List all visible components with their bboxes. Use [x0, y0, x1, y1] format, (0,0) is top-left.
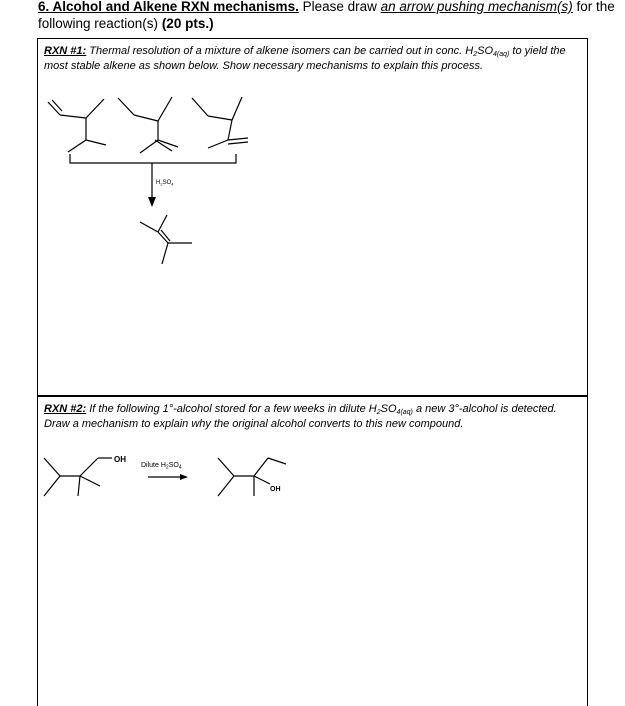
product-hydroxyl: OH [270, 486, 281, 493]
rxn2-text: If the following 1°-alcohol stored for a few weeks in dilute H [86, 403, 377, 415]
alkene-product [140, 215, 192, 264]
rxn2-sub: 4(aq) [396, 409, 413, 416]
rxn2-text: a new 3°-alcohol is detected. Draw a mechanism to explain why the original alcohol converts to this new compound. [44, 403, 557, 430]
alkene-isomer-1 [48, 99, 106, 152]
alkene-isomer-3 [192, 97, 248, 148]
rxn1-sub: 2 [473, 51, 478, 58]
svg-text:H2SO4 [156, 180, 174, 187]
rxn2-scheme [0, 440, 625, 520]
rxn2-reagent: 2 [165, 464, 169, 471]
primary-alcohol [44, 458, 112, 496]
alkene-isomer-2 [118, 97, 178, 153]
rxn2-reagent: 4 [178, 464, 182, 471]
question-number: 6. Alcohol and Alkene RXN mechanisms. [38, 0, 299, 14]
rxn2-reagent: SO [168, 462, 179, 469]
rxn2-reagent: Dilute H [141, 462, 166, 469]
rxn1-sub: 4(aq) [493, 51, 510, 58]
rxn2-prompt [44, 402, 579, 431]
rxn2-text: SO [380, 403, 397, 415]
heading-post: for the following reaction(s) [38, 0, 615, 31]
rxn1-label: RXN #1: [44, 45, 87, 57]
reactant-bracket [70, 154, 236, 163]
heading-pre: Please draw [298, 0, 381, 14]
heading-emphasis: an arrow pushing mechanism(s) [380, 0, 573, 14]
arrow-head [180, 474, 188, 480]
rxn1-text: to yield the most stable alkene as shown below. Show necessary mechanisms to explain this process. [44, 45, 566, 72]
points-label: (20 pts.) [161, 16, 214, 31]
rxn1-text: SO [477, 45, 494, 57]
rxn1-reagent: 4 [171, 181, 174, 187]
rxn1-reagent: SO [162, 180, 172, 186]
rxn1-reagent: H [156, 180, 161, 186]
arrow-head [148, 197, 156, 207]
rxn2-sub: 2 [376, 409, 381, 416]
rxn1-reagent: 2 [160, 181, 163, 187]
svg-text:Dilute H2SO4 [141, 462, 182, 471]
rxn2-label: RXN #2: [44, 403, 87, 415]
reactant-hydroxyl: OH [114, 455, 126, 464]
rxn1-text: Thermal resolution of a mixture of alkene isomers can be carried out in conc. H [86, 45, 474, 57]
